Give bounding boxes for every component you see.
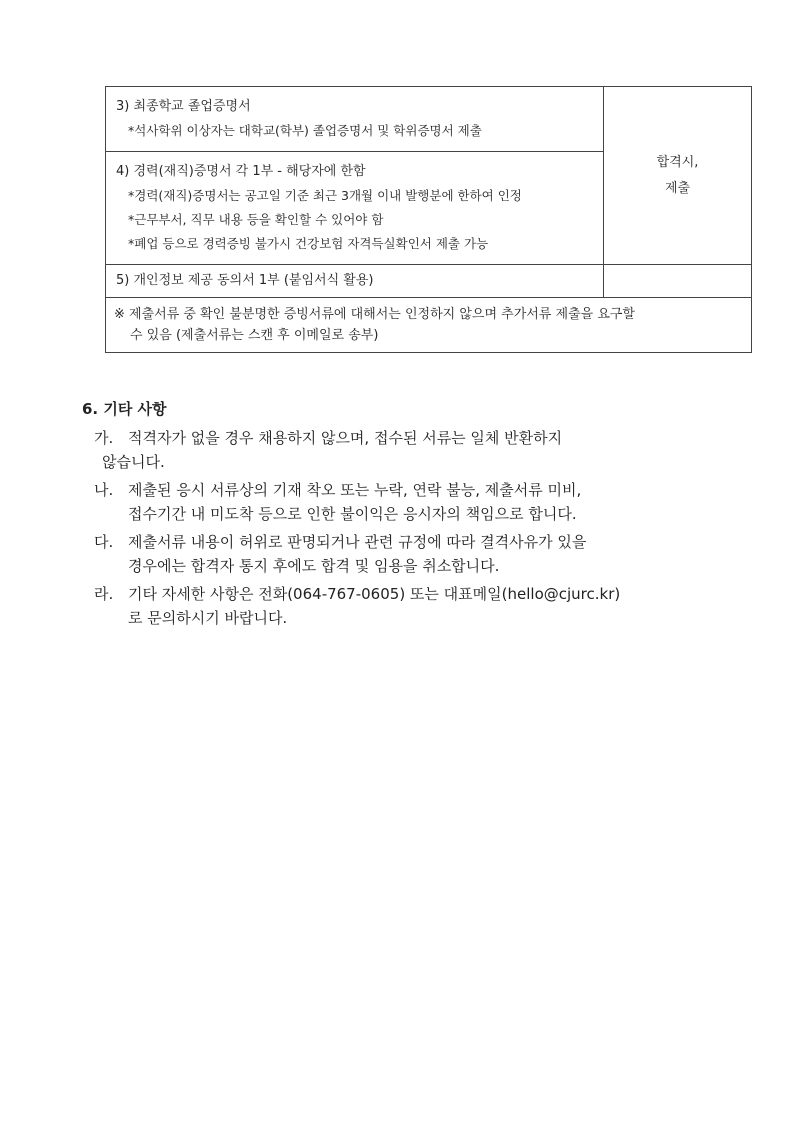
row-heading: 5) 개인정보 제공 동의서 1부 (붙임서식 활용) bbox=[116, 273, 374, 288]
item-marker: 다. bbox=[94, 533, 114, 551]
side-note-line: 합격시, bbox=[656, 154, 699, 170]
row-subnote: *근무부서, 직무 내용 등을 확인할 수 있어야 함 bbox=[128, 212, 384, 227]
list-item bbox=[82, 478, 722, 526]
table-row bbox=[106, 87, 752, 152]
other-matters-section bbox=[82, 398, 722, 634]
list-item bbox=[82, 426, 722, 474]
item-marker: 나. bbox=[94, 481, 114, 499]
table-cell bbox=[106, 152, 604, 265]
item-text: 제출된 응시 서류상의 기재 착오 또는 누락, 연락 불능, 제출서류 미비, bbox=[128, 481, 582, 499]
item-text: 기타 자세한 사항은 전화(064-767-0605) 또는 대표메일(hello@cjurc.kr) bbox=[128, 585, 621, 603]
footnote-line: 수 있음 (제출서류는 스캔 후 이메일로 송부) bbox=[130, 328, 379, 343]
footnote-line: ※ 제출서류 중 확인 불분명한 증빙서류에 대해서는 인정하지 않으며 추가서류 제출을 요구할 bbox=[114, 307, 635, 322]
row-subnote: *경력(재직)증명서는 공고일 기준 최근 3개월 이내 발행분에 한하여 인정 bbox=[128, 188, 522, 203]
row-subnote: *석사학위 이상자는 대학교(학부) 졸업증명서 및 학위증명서 제출 bbox=[128, 123, 482, 138]
item-text: 적격자가 없을 경우 채용하지 않으며, 접수된 서류는 일체 반환하지 bbox=[128, 429, 563, 447]
list-item bbox=[82, 530, 722, 578]
row-heading: 4) 경력(재직)증명서 각 1부 - 해당자에 한함 bbox=[116, 164, 366, 179]
row-subnote: *폐업 등으로 경력증빙 불가시 건강보험 자격득실확인서 제출 가능 bbox=[128, 236, 489, 251]
row-heading: 3) 최종학교 졸업증명서 bbox=[116, 99, 251, 114]
list-item bbox=[82, 582, 722, 630]
section-title: 6. 기타 사항 bbox=[82, 400, 167, 418]
item-text: 접수기간 내 미도착 등으로 인한 불이익은 응시자의 책임으로 합니다. bbox=[128, 505, 577, 523]
empty-cell bbox=[604, 265, 752, 298]
side-note-line: 제출 bbox=[664, 180, 691, 196]
submission-timing-cell bbox=[604, 87, 752, 265]
item-text: 로 문의하시기 바랍니다. bbox=[128, 609, 288, 627]
documents-table bbox=[105, 86, 752, 353]
footnote-cell bbox=[106, 298, 752, 353]
table-row bbox=[106, 298, 752, 353]
table-cell bbox=[106, 87, 604, 152]
item-text: 제출서류 내용이 허위로 판명되거나 관련 규정에 따라 결격사유가 있을 bbox=[128, 533, 587, 551]
item-marker: 라. bbox=[94, 585, 114, 603]
item-text: 경우에는 합격자 통지 후에도 합격 및 임용을 취소합니다. bbox=[128, 557, 500, 575]
item-marker: 가. bbox=[94, 429, 114, 447]
item-text: 않습니다. bbox=[102, 453, 165, 471]
table-cell bbox=[106, 265, 604, 298]
table-row bbox=[106, 265, 752, 298]
